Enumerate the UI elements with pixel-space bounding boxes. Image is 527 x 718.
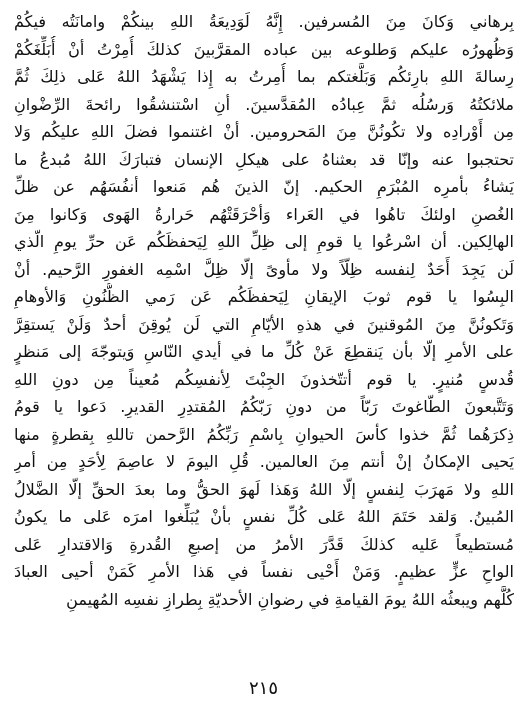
- text-line: على الأمرِ إلّا بأن يَنقطِعَ عَنْ كُلِّ ما في أيدي النّاسِ وَيتوجّهَ إلى مَنظرٍ: [14, 342, 514, 361]
- text-line: الواحِ عزٍّ عظيمٍ. وَمَنْ أَحْيى نفساً في هَذا الأمرِ كَمَنْ أحيى العبادَ: [14, 562, 514, 581]
- text-line: اللهِ ولا مَهرَبَ لِنفسٍ إلّا اللهُ وَهَذا لَهوَ الحقُّ وما بعدَ الحقِّ إلّا الضَّلالُ: [14, 479, 514, 499]
- text-line: ذِكرَهُما ثُمَّ خذوا كأسَ الحيوانِ بِاسْمِ رَبِّكُمُ الرَّحمن تاللهِ بِقطرةٍ منها: [14, 424, 514, 444]
- text-line: وَتَتَّبعونَ الطّاغوتَ رَبّاً من دونِ رَبّكُمُ المُقتدِرِ القديرِ. دَعوا يا قومُ: [14, 397, 514, 416]
- text-line: البِسُوا يا قوم ثوبَ الإيقانِ لِيَحفظَكُم عَن رَمي الظُّنُونِ وَالأوهامِ: [14, 287, 514, 306]
- text-line: كُلَّهم ويبعثُه اللهُ يومَ القيامةِ في رضوانِ الأحديّةِ بِطرازِ نفسِه المُهيمنِ: [66, 589, 514, 609]
- text-line: الهالِكين. أن اسْرعُوا يا قومِ إلى ظِلِّ اللهِ لِيَحفظَكُم عَن حرِّ يومِ الّذي: [14, 232, 514, 251]
- text-line: تحتجبوا عنه وإنّا قد بعثناهُ على هيكلِ الإنسان فتبارَكَ اللهُ مُبدعُ ما: [14, 149, 514, 169]
- text-line: وَظُهورُه عليكم وَطلوعه بين عباده المقرَّبينَ كذلكَ أُمِرْتُ أنْ أُبَلِّغَكُمْ: [14, 39, 514, 59]
- text-line: يَحيى الإمكانُ إنْ أنتم مِنَ العالمين. قُلِ اليومَ لا عاصِمَ لِأحَدٍ مِن أمرِ: [14, 452, 514, 471]
- text-line: الغُصنِ اولئكَ تاهُوا في العَراء وَأحْرَقَتْهُم حَرارةُ الهَوى وَكانوا مِنَ: [14, 204, 514, 224]
- text-line: المُبينُ. وَلقد حَتَمَ اللهُ عَلى كُلِّ نفسٍ بأنْ يُبَلِّغوا امرَه عَلى ما يكونُ: [14, 507, 514, 526]
- text-line: يَشاءُ بأمرِه المُبْرَمِ الحكيم. إنّ الذينَ هُم مَنعوا أنفُسَهُم عن ظلِّ: [14, 177, 514, 196]
- arabic-text-block: [14, 8, 514, 613]
- text-line: ملائكتُهُ وَرسُلُه ثمَّ عِبادُه المُقدَّسينَ. أنِ اسْتنشقُوا رائحةَ الرِّضْوانِ: [14, 94, 514, 114]
- text-line: قُدسٍ مُنيرٍ. يا قوم أتتّخذونَ الجِبْتَ لِأنفسِكُم مُعيناً مِن دونِ اللهِ: [14, 369, 514, 389]
- text-line: مِن أَوْرادِه ولا تكُونُنَّ مِنَ المَحرومين. أنْ اغتنموا فضلَ اللهِ عليكُم وَلا: [14, 122, 514, 141]
- page-number: ٢١٥: [248, 678, 278, 699]
- text-line: بِرهاني وَكانَ مِنَ المُسرفين. إِنَّهُ لَوَدِيعَةُ اللهِ بينكُمْ وامانَتُه فيكُمْ: [14, 12, 514, 31]
- text-line: مُستطيعاً عَليه كذلكَ قَدَّرَ الأمرُ من إصبعِ القُدرةِ وَالاقتدارِ عَلى: [14, 534, 514, 554]
- text-line: رِسالةَ اللهِ بارِئكُم وَبَلَّغتكم بما أُمِرتُ به إِذا يَشْهَدُ اللهُ عَلى ذلِكَ ثُمَّ: [14, 67, 514, 86]
- text-line: وَتَكونُنَّ مِنَ المُوقنينَ في هذهِ الأيّامِ التي لَن يُوقِنَ أحدٌ وَلَنْ يَستقِرَّ: [14, 314, 514, 334]
- text-line: لَن يَجِدَ أَحَدٌ لِنفسه ظِلّاً ولا مأوىً إلّا ظِلَّ اسْمِه الغفورِ الرَّحيم. أنْ: [14, 259, 514, 279]
